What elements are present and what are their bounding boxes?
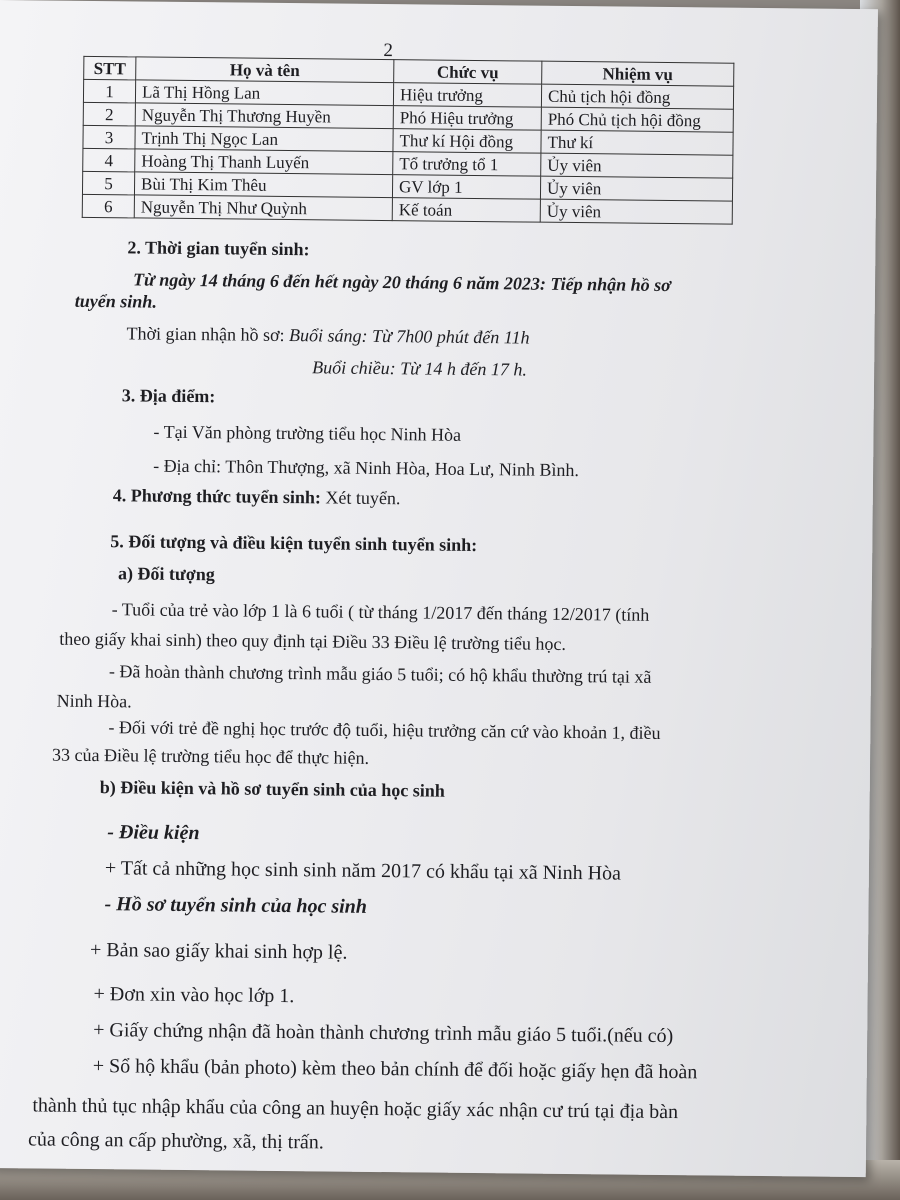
section-4-value: Xét tuyển.: [320, 487, 401, 509]
cell-name: Lã Thị Hồng Lan: [135, 80, 393, 106]
cell-duty: Chủ tịch hội đồng: [541, 84, 733, 109]
cell-stt: 3: [83, 125, 135, 149]
cell-duty: Ủy viên: [541, 153, 733, 178]
cell-duty: Phó Chủ tịch hội đồng: [541, 107, 733, 132]
sub-a-para1-line1: - Tuổi của trẻ vào lớp 1 là 6 tuổi ( từ tháng 1/2017 đến tháng 12/2017 (tính: [111, 599, 650, 625]
cell-position: Tổ trưởng tổ 1: [393, 152, 541, 177]
cell-position: GV lớp 1: [392, 175, 540, 200]
cell-name: Hoàng Thị Thanh Luyến: [135, 149, 393, 175]
header-name: Họ và tên: [136, 57, 394, 83]
condition-item: + Tất cả những học sinh sinh năm 2017 có khẩu tại xã Ninh Hòa: [104, 857, 622, 885]
cell-position: Kế toán: [392, 198, 540, 223]
header-stt: STT: [84, 56, 136, 80]
document-item-1: + Bản sao giấy khai sinh hợp lệ.: [89, 938, 348, 964]
sub-a-para2-line1: - Đã hoàn thành chương trình mẫu giáo 5 tuổi; có hộ khẩu thường trú tại xã: [108, 661, 652, 687]
section-4-line: [113, 485, 401, 509]
sub-a-para1-line2: theo giấy khai sinh) theo quy định tại Điều 33 Điều lệ trường tiểu học.: [59, 628, 567, 654]
section-4-heading: 4. Phương thức tuyển sinh:: [112, 485, 322, 508]
cell-stt: 2: [83, 102, 135, 126]
time-label: Thời gian nhận hồ sơ:: [126, 323, 290, 346]
section-3-heading: 3. Địa điểm:: [121, 385, 216, 407]
page-number: 2: [383, 40, 394, 62]
cell-position: Phó Hiệu trưởng: [393, 106, 541, 131]
cell-name: Nguyễn Thị Như Quỳnh: [134, 195, 392, 221]
conditions-heading: - Điều kiện: [107, 821, 200, 845]
time-afternoon: Buổi chiều: Từ 14 h đến 17 h.: [312, 357, 528, 380]
document-item-2: + Đơn xin vào học lớp 1.: [93, 983, 295, 1008]
sub-a-para3-line2: 33 của Điều lệ trường tiểu học để thực hiện.: [51, 744, 370, 768]
section-2-period-line2: tuyển sinh.: [74, 290, 157, 312]
sub-a-heading: a) Đối tượng: [117, 563, 215, 585]
cell-duty: Ủy viên: [540, 199, 732, 224]
document-item-4-line3: của công an cấp phường, xã, thị trấn.: [27, 1128, 324, 1154]
cell-duty: Ủy viên: [540, 176, 732, 201]
section-5-heading: 5. Đối tượng và điều kiện tuyển sinh tuyển sinh:: [110, 531, 478, 556]
cell-position: Hiệu trưởng: [393, 83, 541, 108]
cell-name: Bùi Thị Kim Thêu: [134, 172, 392, 198]
cell-stt: 5: [82, 171, 134, 195]
sub-b-heading: b) Điều kiện và hồ sơ tuyển sinh của học sinh: [99, 777, 445, 801]
cell-name: Trịnh Thị Ngọc Lan: [135, 126, 393, 152]
sub-a-para2-line2: Ninh Hòa.: [56, 690, 132, 712]
cell-duty: Thư kí: [541, 130, 733, 155]
header-position: Chức vụ: [394, 60, 542, 85]
sub-a-para3-line1: - Đối với trẻ đề nghị học trước độ tuổi, hiệu trưởng căn cứ vào khoản 1, điều: [108, 717, 661, 743]
cell-stt: 6: [82, 194, 134, 218]
cell-stt: 1: [83, 79, 135, 103]
section-2-heading: 2. Thời gian tuyển sinh:: [127, 237, 310, 260]
cell-stt: 4: [83, 148, 135, 172]
time-morning: Buổi sáng: Từ 7h00 phút đến 11h: [288, 325, 530, 348]
document-item-3: + Giấy chứng nhận đã hoàn thành chương trình mẫu giáo 5 tuổi.(nếu có): [93, 1019, 674, 1048]
cell-name: Nguyễn Thị Thương Huyền: [135, 103, 393, 129]
documents-heading: - Hồ sơ tuyển sinh của học sinh: [104, 893, 368, 918]
document-item-4-line1: + Sổ hộ khẩu (bản photo) kèm theo bản chính để đối hoặc giấy hẹn đã hoàn: [92, 1055, 698, 1084]
header-duty: Nhiệm vụ: [542, 61, 734, 86]
document-item-4-line2: thành thủ tục nhập khẩu của công an huyện hoặc giấy xác nhận cư trú tại địa bàn: [32, 1094, 679, 1124]
council-members-table: [82, 56, 735, 225]
section-2-period-line1: Từ ngày 14 tháng 6 đến hết ngày 20 tháng 6 năm 2023: Tiếp nhận hồ sơ: [132, 269, 672, 296]
section-2-time-line: [126, 323, 529, 348]
address-line: - Địa chỉ: Thôn Thượng, xã Ninh Hòa, Hoa Lư, Ninh Bình.: [153, 455, 580, 481]
cell-position: Thư kí Hội đồng: [393, 129, 541, 154]
location-line: - Tại Văn phòng trường tiểu học Ninh Hòa: [153, 421, 462, 445]
